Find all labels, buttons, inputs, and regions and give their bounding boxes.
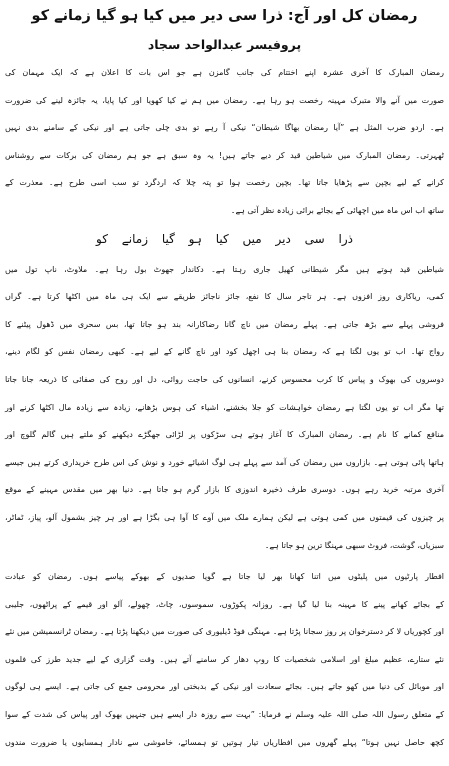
text-line: فروشی پہلے سے بڑھ جاتی ہے۔ پہلے رمضان میں ناچ گانا رضاکارانہ بند ہو جاتا تھا، بس سحری میں ڈھول پیٹنے کا	[5, 319, 444, 329]
text-line: رمضان المبارک کا آخری عشرہ اپنے اختتام کی جانب گامزن ہے جو اس بات کا اعلان ہے کہ ایک مہمان کی	[5, 68, 444, 77]
text-line: شیاطین قید ہوتے ہیں مگر شیطانی کھیل جاری رہتا ہے۔ دکاندار جھوٹ بول رہا ہے۔ ملاوٹ، ناپ تول میں	[5, 264, 444, 274]
author-byline: پروفیسر عبدالواحد سجاد	[147, 37, 302, 52]
text-line: کے متعلق رسول اللہ صلی اللہ علیہ وسلم نے فرمایا: ”بہت سے روزہ دار ایسے ہیں جنہیں بھوک اور پیاس کی شدت کے سوا	[5, 710, 444, 720]
text-line: رواج تھا۔ اب تو یوں لگتا ہے کہ رمضان بنا ہی اچھل کود اور ناچ گانے کے لیے ہے۔ کبھی رمضان نفس کو لگام دینے،	[5, 347, 444, 357]
text-line: منافع کمانے کا نام ہے۔ رمضان المبارک کا آغاز ہوتے ہی سڑکوں پر لڑائی جھگڑے دیکھنے کو ملتے ہیں گالم گلوچ اور	[5, 430, 444, 440]
text-line: تھا مگر اب تو یوں لگتا ہے رمضان خواہشات کو جلا بخشنے، اشیاء کی ہوس بڑھانے، زیادہ سے زیادہ مال اکٹھا کرنے اور	[5, 402, 444, 412]
article-paragraph	[5, 59, 444, 225]
article-paragraph	[5, 256, 444, 560]
text-line: ٹھہرتی۔ رمضان المبارک میں شیاطین قید کر دیے جاتے ہیں! یہ وہ سبق ہے جو ہم رمضان کی برکات سے روشناس	[5, 150, 444, 160]
text-line: پر چیزوں کی قیمتوں میں کمی ہوتی ہے لیکن ہمارے ملک میں آوے کا آوا ہی بگڑا ہے اور ہر چیز بشمول آلو، پیاز، ٹماٹر،	[5, 512, 444, 522]
text-line: ہاتھا پائی ہوتی ہے۔ بازاروں میں رمضان کی آمد سے پہلے ہی لوگ اشیائے خورد و نوش کی اس طرح خریداری کرتے ہیں جیسے	[5, 457, 444, 467]
text-line: اور موبائل کی دنیا میں کھو جاتے ہیں۔ بجائے سعادت اور نیکی کے بدبختی اور محرومی جمع کی جاتی ہے۔ ایسے ہی لوگوں	[5, 682, 444, 692]
text-line: دوسروں کی بھوک و پیاس کا کرب محسوس کرنے، انسانوں کی حاجت روائی، دل اور روح کی صفائی کا ذریعہ جانا جاتا	[5, 374, 444, 384]
article-paragraph	[5, 563, 444, 756]
text-line: صورت میں آنے والا متبرک مہینہ رخصت ہو رہا ہے۔ رمضان میں ہم نے کیا کھویا اور کیا پایا، یہ جائزہ لینے کی ضرورت	[5, 95, 444, 105]
text-line: کے بجائے کھانے پینے کا مہینہ بنا لیا گیا ہے۔ روزانہ پکوڑوں، سموسوں، چاٹ، چھولے، آلو اور قیمے کے پراٹھوں، جلیبی	[5, 599, 444, 609]
article-title: رمضان کل اور آج: ذرا سی دیر میں کیا ہو گیا زمانے کو	[31, 8, 418, 24]
text-line: کچھ حاصل نہیں ہوتا“ پہلے گھروں میں افطاریاں تیار ہوتیں تو ہمسائے، خاموشی سے نادار ہمسایوں یا ضرورت مندوں	[5, 737, 444, 747]
section-subheading: ذرا سی دیر میں کیا ہو گیا زمانے کو	[96, 231, 353, 246]
text-line: ہے۔ اردو ضرب المثل ہے ”آیا رمضان بھاگا شیطان“ نیکی آ رہے تو بدی چلی جاتی ہے اور نیکی کے سامنے بدی نہیں	[5, 123, 444, 133]
text-line: کرانے کے لیے بچپن سے پڑھایا جاتا تھا۔ بچپن رخصت ہوا تو پتہ چلا کہ اردگرد تو سب اسی طرح ہے۔ معذرت کے	[5, 178, 444, 188]
text-line: نئے ستارے، عظیم مبلغ اور اسلامی شخصیات کا روپ دھار کر سامنے آتے ہیں۔ وقت گزاری کے لیے جدید طرز کی فلموں	[5, 654, 444, 664]
text-line: اور کچوریاں لا کر دسترخوان پر روز سجانا پڑتا ہے۔ مہنگی فوڈ ڈیلیوری کی صورت میں دیکھنا پڑتا ہے۔ رمضان ٹرانسمیشن میں نئے	[5, 627, 444, 637]
text-line: افطار پارٹیوں میں پلیٹوں میں اتنا کھانا بھر لیا جاتا ہے گویا صدیوں کے بھوکے پیاسے ہوں۔ رمضان کو عبادت	[5, 572, 444, 582]
text-line: سبزیاں، گوشت، فروٹ سبھی مہنگا ترین ہو جاتا ہے۔	[264, 540, 444, 550]
text-line: آخری مرتبہ خرید رہے ہوں۔ دوسری طرف ذخیرہ اندوزی کا بازار گرم ہو جاتا ہے۔ دنیا بھر میں مقدس مہینے کے موقع	[5, 485, 444, 495]
text-line: ساتھ اب اس ماہ میں اچھائی کے بجائے برائی زیادہ نظر آتی ہے۔	[230, 205, 444, 215]
text-line: کمی، ریاکاری روز افزوں ہے۔ ہر تاجر سال کا نفع، جائز ناجائز طریقے سے ایک ہی ماہ میں اکٹھا کرتا ہے۔ گراں	[5, 292, 444, 302]
